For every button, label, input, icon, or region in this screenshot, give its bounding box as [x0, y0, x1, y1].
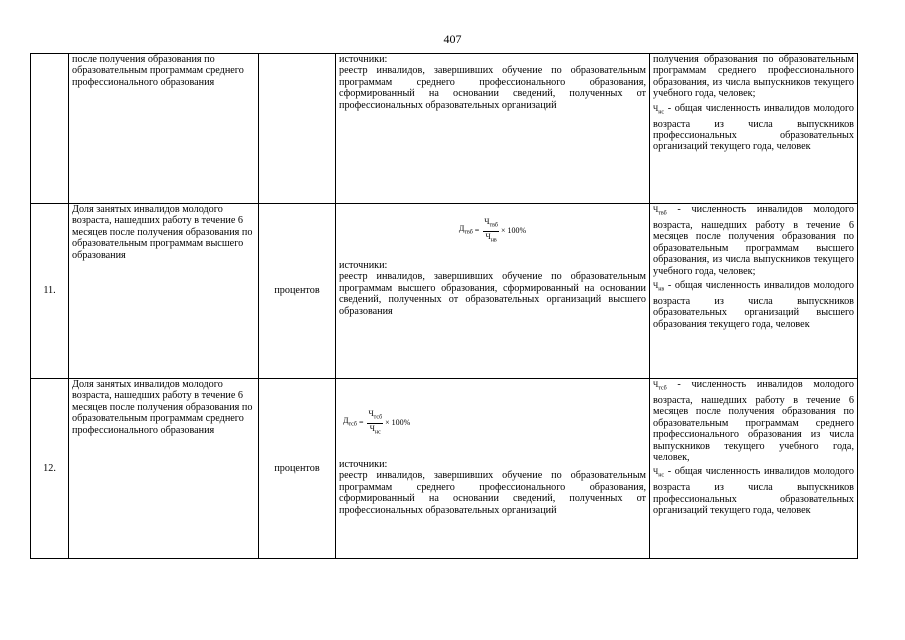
- method-cell: [336, 379, 650, 559]
- indicators-table: [30, 53, 858, 559]
- definitions-cell: [650, 379, 858, 559]
- sources-label: источники:: [339, 260, 388, 271]
- definition-2: [653, 103, 854, 153]
- definition-1: [653, 379, 854, 463]
- indicator-name: [69, 204, 259, 379]
- definition-text: - общая численность инвалидов молодого возраста из числа выпускников профессиональных образовательных организаций текущего года, человек: [653, 466, 854, 517]
- symbol: $Ч_{нс}$: [653, 103, 665, 116]
- sources-text: реестр инвалидов, завершивших обучение по образовательным программам среднего профессионального образования, сформированный на основании сведений, полученных от профессиональных образовательных организаций: [339, 470, 646, 516]
- formula-eq: =: [474, 226, 480, 236]
- table-row: [31, 379, 858, 559]
- formula: [339, 208, 646, 254]
- formula-fraction: $\frac{Ч_{твб}}{Ч_{нв}}$: [484, 216, 498, 244]
- definitions-cell: [650, 204, 858, 379]
- formula-eq: =: [358, 418, 364, 428]
- formula-lhs: $Д_{тсб}$: [343, 416, 357, 428]
- sources-text: реестр инвалидов, завершивших обучение по образовательным программам высшего образования, сформированный на основании сведений, полученных от образовательных организаций высшего образования: [339, 271, 646, 317]
- method-cell: [336, 204, 650, 379]
- formula-fraction: $\frac{Ч_{тсб}}{Ч_{нс}}$: [368, 408, 383, 436]
- symbol: $Ч_{твб}$: [653, 205, 667, 217]
- definitions-cell: [650, 54, 858, 204]
- unit-cell: [259, 54, 336, 204]
- symbol: $Ч_{нс}$: [653, 467, 665, 480]
- table-row: [31, 54, 858, 204]
- definition-text: - общая численность инвалидов молодого возраста из числа выпускников образовательных организаций высшего образования текущего года, человек: [653, 280, 854, 330]
- formula-lhs: $Д_{твб}$: [458, 224, 473, 236]
- unit-cell: процентов: [259, 379, 336, 559]
- definition-1: [653, 204, 854, 277]
- indicator-name-text: Доля занятых инвалидов молодого возраста, нашедших работу в течение 6 месяцев после получения образования по образовательным программам высшего образования: [72, 204, 253, 261]
- page-number: 407: [443, 32, 462, 46]
- definition-2: [653, 280, 854, 330]
- symbol: $Ч_{тсб}$: [653, 380, 667, 392]
- symbol: $Ч_{нв}$: [653, 281, 665, 293]
- method-cell: [336, 54, 650, 204]
- sources-label: источники:: [339, 54, 388, 65]
- definition-text: - общая численность инвалидов молодого возраста из числа выпускников профессиональных образовательных организаций текущего года, человек: [653, 102, 854, 153]
- table-row: [31, 204, 858, 379]
- sources-text: реестр инвалидов, завершивших обучение по образовательным программам среднего профессионального образования, сформированный на основании сведений, полученных от профессиональных образовательных организаций: [339, 65, 646, 111]
- formula: [339, 393, 646, 453]
- definition-text: получения образования по образовательным программам среднего профессионального образования, из числа выпускников текущего учебного года, человек;: [653, 54, 854, 100]
- row-number: [31, 54, 69, 204]
- definition-2: [653, 466, 854, 516]
- indicator-name: [69, 379, 259, 559]
- definition-text: - численность инвалидов молодого возраста, нашедших работу в течение 6 месяцев после получения образования по образовательным программам среднего профессионального образования из числа выпускников текущего учебного года, человек,: [653, 379, 854, 464]
- indicator-name-text: после получения образования по образовательным программам среднего профессионального образования: [72, 54, 244, 88]
- row-number: 11.: [31, 204, 69, 379]
- definition-text: - численность инвалидов молодого возраста, нашедших работу в течение 6 месяцев после получения образования по образовательным программам высшего образования, из числа выпускников текущего учебного года, человек;: [653, 204, 854, 277]
- indicator-name: [69, 54, 259, 204]
- indicator-name-text: Доля занятых инвалидов молодого возраста, нашедших работу в течение 6 месяцев после получения образования по образовательным программам среднего профессионального образования: [72, 379, 253, 436]
- formula-tail: × 100%: [500, 226, 527, 236]
- formula-tail: × 100%: [385, 418, 411, 428]
- sources-label: источники:: [339, 459, 388, 470]
- unit-cell: процентов: [259, 204, 336, 379]
- row-number: 12.: [31, 379, 69, 559]
